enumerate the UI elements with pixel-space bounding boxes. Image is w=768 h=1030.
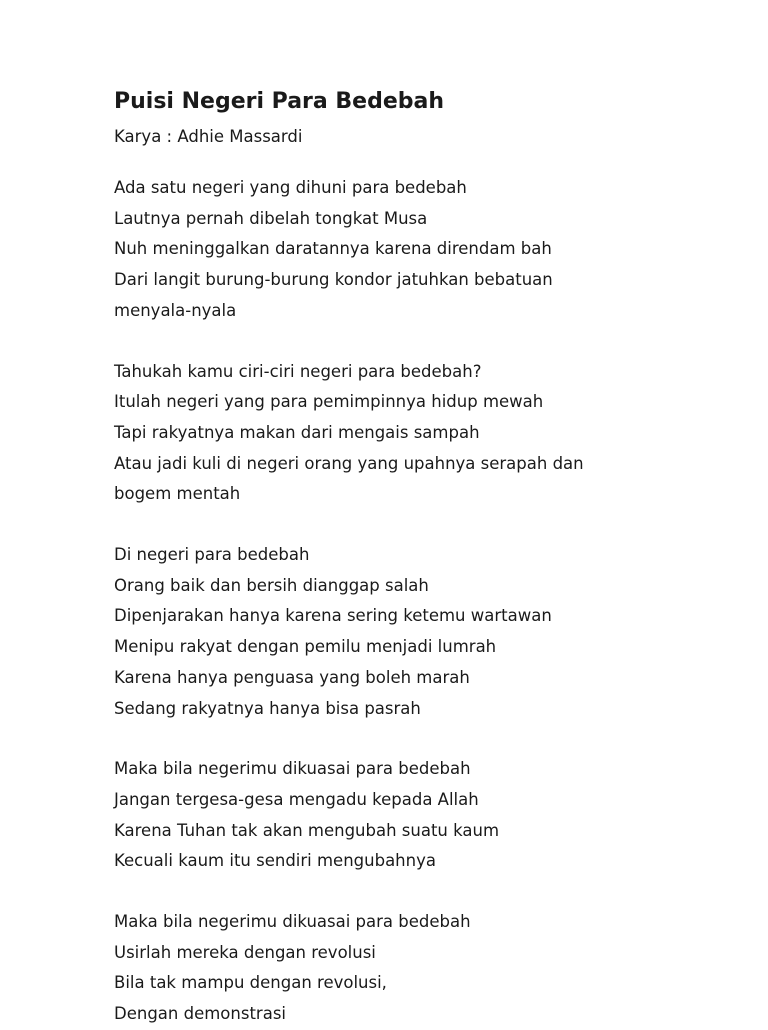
stanza-2 [114,357,734,511]
poem-line: Usirlah mereka dengan revolusi [114,942,376,962]
poem-line: Ada satu negeri yang dihuni para bedebah [114,178,467,197]
poem-line: bogem mentah [114,484,241,504]
poem-author: Karya : Adhie Massardi [114,127,303,146]
poem-line: Dipenjarakan hanya karena sering ketemu wartawan [114,606,552,626]
poem-line: Atau jadi kuli di negeri orang yang upahnya serapah dan [114,453,584,473]
poem-line: Jangan tergesa-gesa mengadu kepada Allah [114,789,479,809]
poem-line: Menipu rakyat dengan pemilu menjadi lumrah [114,637,497,657]
poem-line: Tapi rakyatnya makan dari mengais sampah [114,422,480,442]
stanza-4 [114,754,734,877]
poem-line: Karena Tuhan tak akan mengubah suatu kaum [114,820,500,840]
poem-title: Puisi Negeri Para Bedebah [114,89,445,114]
poem-line: menyala-nyala [114,300,237,320]
stanza-1 [114,173,734,327]
poem-line: Bila tak mampu dengan revolusi, [114,973,387,993]
poem-line: Nuh meninggalkan daratannya karena direndam bah [114,239,552,259]
stanza-3 [114,540,734,724]
poem-line: Dengan demonstrasi [114,1004,286,1024]
poem-line: Kecuali kaum itu sendiri mengubahnya [114,851,436,871]
poem-line: Dari langit burung-burung kondor jatuhkan bebatuan [114,270,553,290]
poem-line: Maka bila negerimu dikuasai para bedebah [114,759,471,779]
poem-line: Karena hanya penguasa yang boleh marah [114,667,470,687]
poem-line: Maka bila negerimu dikuasai para bedebah [114,912,471,932]
poem-line: Di negeri para bedebah [114,545,310,565]
poem-line: Lautnya pernah dibelah tongkat Musa [114,208,428,228]
stanza-5 [114,907,734,1030]
poem-line: Tahukah kamu ciri-ciri negeri para bedebah? [114,361,482,381]
poem-line: Itulah negeri yang para pemimpinnya hidup mewah [114,392,544,412]
poem-line: Orang baik dan bersih dianggap salah [114,575,429,595]
poem-line: Sedang rakyatnya hanya bisa pasrah [114,698,421,718]
document-page [114,88,734,1030]
